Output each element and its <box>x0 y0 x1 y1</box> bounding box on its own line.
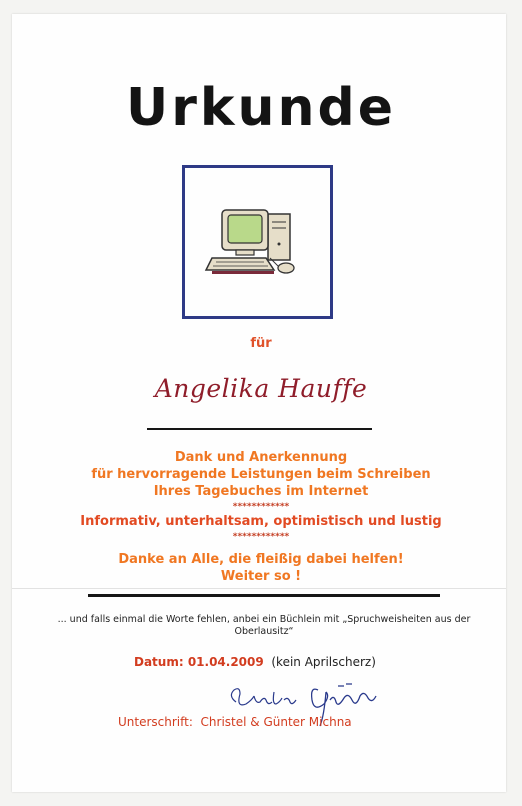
signature-names: Christel & Günter Michna <box>200 715 352 729</box>
recipient-name: Angelika Hauffe <box>154 374 368 403</box>
date-line <box>134 655 376 669</box>
date-remark: (kein Aprilscherz) <box>271 655 376 669</box>
certificate-title: Urkunde <box>126 78 396 138</box>
signature-line <box>118 715 352 729</box>
note-line: ... und falls einmal die Worte fehlen, anbei ein Büchlein mit „Spruchweisheiten aus der <box>57 614 471 625</box>
praise-line-3: Ihres Tagebuches im Internet <box>153 484 369 499</box>
book-note <box>34 614 494 638</box>
fold-line <box>12 588 506 589</box>
star-separator: ************ <box>232 502 290 512</box>
highlight-line: Informativ, unterhaltsam, optimistisch und lustig <box>80 514 442 529</box>
note-line: Oberlausitz“ <box>234 626 294 637</box>
praise-line-1: Dank und Anerkennung <box>174 450 348 465</box>
date-label: Datum: 01.04.2009 <box>134 655 264 669</box>
computer-icon <box>204 200 304 280</box>
signature-label: Unterschrift: <box>118 715 193 729</box>
divider-line <box>147 428 372 430</box>
for-label: für <box>250 336 272 351</box>
star-separator: ************ <box>232 532 290 542</box>
divider-line <box>88 594 440 597</box>
cheer-line: Weiter so ! <box>220 569 302 584</box>
praise-line-2: für hervorragende Leistungen beim Schreiben <box>91 467 431 482</box>
thanks-line: Danke an Alle, die fleißig dabei helfen! <box>118 552 404 567</box>
